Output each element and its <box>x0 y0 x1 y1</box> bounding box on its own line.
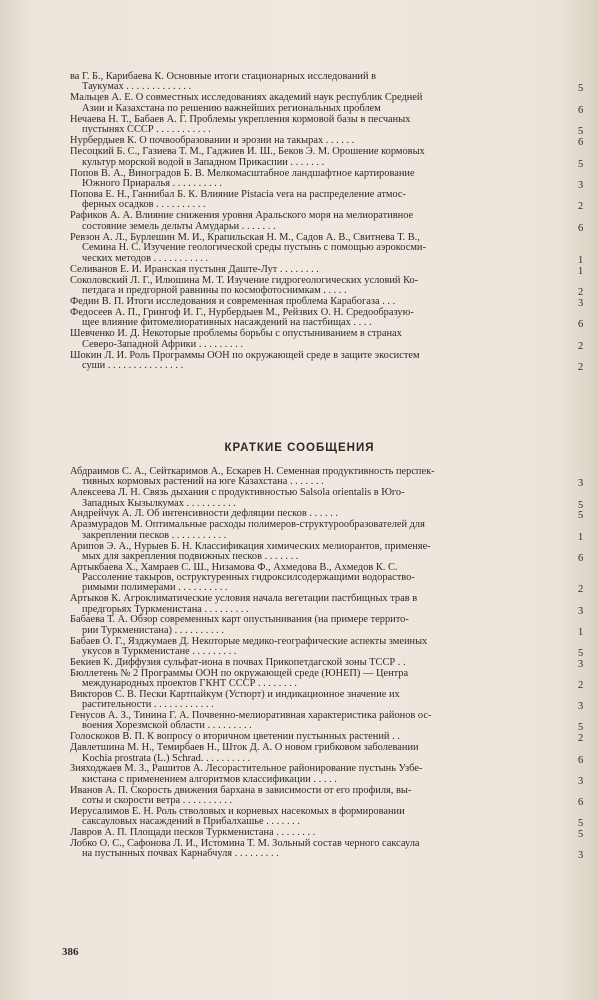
entry-line: саксауловых насаждений в Прибалхашье . . . . . . . <box>82 816 300 828</box>
index-entry <box>70 211 558 232</box>
index-entry <box>70 488 558 509</box>
index-entry <box>70 136 558 146</box>
entry-page-number: 6 <box>578 319 584 331</box>
index-entry <box>70 520 558 541</box>
entry-page-number: 1 <box>578 531 584 543</box>
entry-page-number: 3 <box>578 180 584 191</box>
entry-line: Абдраимов С. А., Сейткаримов А., Ескарев Н. Семенная продуктивность перспек- <box>70 466 435 477</box>
index-entry <box>70 690 558 711</box>
index-entry <box>70 190 558 211</box>
entry-line: Шевченко И. Д. Некоторые проблемы борьбы с опустыниванием в странах <box>70 328 402 340</box>
entry-page-number: 3 <box>578 478 584 490</box>
entry-line: Попова Е. Н., Ганнибал Б. К. Влияние Pistacia vera на распределение атмос- <box>70 189 406 200</box>
entry-line: Артыкбаева Х., Хамраев С. Ш., Низамова Ф., Ахмедова В., Ахмедов К. С. <box>70 561 398 573</box>
entry-line: тивных кормовых растений на юге Казахстана . . . . . . . <box>82 476 324 488</box>
index-entry <box>70 265 558 275</box>
entry-line: Рассоление такыров, оструктуренных гидроксилсодержащими водораство- <box>82 572 415 584</box>
entry-line: Нурбердыев К. О почвообразовании и эрозии на такырах . . . . . . <box>70 135 355 147</box>
entry-line: растительности . . . . . . . . . . . . <box>82 699 214 711</box>
index-entry <box>70 147 558 168</box>
index-entry <box>70 233 558 264</box>
entry-page-number: 5 <box>578 126 584 138</box>
index-entry <box>70 786 558 807</box>
index-entry <box>70 615 558 636</box>
entry-line: Алексеева Л. Н. Связь дыхания с продуктивностью Salsola orientalis в Юго- <box>70 487 405 499</box>
index-entry <box>70 351 558 372</box>
entry-line: Артыков К. Агроклиматические условия начала вегетации пастбищных трав в <box>70 593 418 605</box>
entry-line: на пустынных почвах Карнабчуля . . . . . . . . . <box>82 848 279 860</box>
entry-line: предгорьях Туркменистана . . . . . . . . . <box>82 603 249 615</box>
index-entry <box>70 276 558 297</box>
entry-line: римыми полимерами . . . . . . . . . . <box>82 582 228 594</box>
entry-line: Бабаева Т. А. Обзор современных карт опустынивания (на примере террито- <box>70 614 409 626</box>
entry-line: кистана с применением алгоритмов классификации . . . . . <box>82 773 337 785</box>
index-entry <box>70 658 558 668</box>
entry-page-number: 2 <box>578 584 584 596</box>
entry-page-number: 5 <box>578 818 584 830</box>
entry-page-number: 2 <box>578 680 584 691</box>
entry-page-number: 5 <box>578 829 584 840</box>
entry-line: Иванов А. П. Скорость движения бархана в зависимости от его профиля, вы- <box>70 784 412 796</box>
entry-line: петдага и предгорной равнины по космофотоснимкам . . . . . <box>82 284 347 296</box>
entry-line: Шокин Л. И. Роль Программы ООН по окружающей среде в защите экосистем <box>70 349 420 361</box>
entry-line: щее влияние фитомелиоративных насаждений на пастбищах . . . . <box>82 317 372 329</box>
index-entry <box>70 764 558 785</box>
entry-line: Лавров А. П. Площади песков Туркменистана . . . . . . . . <box>70 827 316 838</box>
entry-page-number: 5 <box>578 499 584 511</box>
entry-page-number: 6 <box>578 754 584 766</box>
entry-line: Kochia prostrata (L.) Schrad. . . . . . . . . . <box>82 752 251 764</box>
entry-line: Азии и Казахстана по решению важнейших региональных проблем <box>82 102 381 114</box>
entry-line: Давлетшина М. Н., Темирбаев Н., Шток Д. А. О новом грибковом заболевании <box>70 742 419 754</box>
entry-page-number: 5 <box>578 722 584 734</box>
entry-line: Нечаева Н. Т., Бабаев А. Г. Проблемы укрепления кормовой базы в песчаных <box>70 113 411 125</box>
index-entry <box>70 807 558 828</box>
index-entry <box>70 297 558 307</box>
index-entry <box>70 711 558 732</box>
index-entry <box>70 115 558 136</box>
index-entry <box>70 637 558 658</box>
index-entry <box>70 93 558 114</box>
entry-page-number: 1 <box>578 626 584 638</box>
entry-page-number: 2 <box>578 362 584 374</box>
entry-line: Рафиков А. А. Влияние снижения уровня Аральского моря на мелиоративное <box>70 210 414 222</box>
index-entry <box>70 743 558 764</box>
entry-page-number: 3 <box>578 658 584 670</box>
entry-line: Аразмурадов М. Оптимальные расходы полимеров-структурообразователей для <box>70 519 425 531</box>
entry-line: Бюллетень № 2 Программы ООН по окружающей среде (ЮНЕП) — Центра <box>70 667 409 679</box>
index-entry <box>70 732 558 742</box>
entry-line: Попов В. А., Виноградов Б. В. Мелкомасштабное ландшафтное картирование <box>70 167 415 179</box>
entry-page-number: 5 <box>578 510 584 522</box>
entry-line: суши . . . . . . . . . . . . . . . <box>82 360 184 372</box>
entry-line: Лобко О. С., Сафонова Л. И., Истомина Т. М. Зольный состав черного саксаула <box>70 837 420 849</box>
entry-page-number: 6 <box>578 222 584 234</box>
entry-page-number: 3 <box>578 701 584 713</box>
entry-line: рии Туркменистана) . . . . . . . . . . <box>82 624 224 636</box>
entry-line: Селиванов Е. И. Иранская пустыня Даште-Лут . . . . . . . . <box>70 263 319 275</box>
entry-page-number: 5 <box>578 158 584 170</box>
entry-line: культур морской водой в Западном Прикаспии . . . . . . . <box>82 156 325 168</box>
index-entry <box>70 467 558 488</box>
index-entry <box>70 669 558 690</box>
index-entry <box>70 509 558 519</box>
section-title: КРАТКИЕ СООБЩЕНИЯ <box>224 442 375 454</box>
entry-line: Федин В. П. Итоги исследования и современная проблема Карабогаза . . . <box>70 296 396 307</box>
entry-line: Северо-Западной Африки . . . . . . . . . <box>82 338 243 350</box>
index-entry <box>70 542 558 563</box>
entry-line: Южного Приаралья . . . . . . . . . . <box>82 177 222 189</box>
entry-page-number: 5 <box>578 647 584 659</box>
entry-line: Викторов С. В. Пески Картпайкум (Устюрт) и индикационное значение их <box>70 688 400 700</box>
entry-line: ва Г. Б., Карибаева К. Основные итоги стационарных исследований в <box>70 71 377 82</box>
entry-line: Мальцев А. Е. О совместных исследованиях академий наук республик Средней <box>70 92 423 104</box>
index-entry <box>70 169 558 190</box>
entry-line: мых для закрепления подвижных песков . . . . . . . <box>82 550 299 562</box>
index-entry <box>70 308 558 329</box>
entry-line: Соколовский Л. Г., Илюшина М. Т. Изучение гидрогеологических условий Ко- <box>70 274 419 286</box>
entry-page-number: 2 <box>578 733 584 745</box>
entry-page-number: 2 <box>578 287 584 298</box>
entry-page-number: 3 <box>578 298 584 309</box>
entry-line: ческих методов . . . . . . . . . . . <box>82 252 209 264</box>
entry-line: Семина Н. С. Изучение геологической среды пустынь с помощью аэрокосми- <box>82 242 426 254</box>
entry-line: Генусов А. З., Тинина Г. А. Почвенно-мелиоративная характеристика районов ос- <box>70 710 432 722</box>
entry-line: Голоскоков В. П. К вопросу о вторичном цветении пустынных растений . . <box>70 731 400 743</box>
entry-line: Арипов Э. А., Нурыев Б. Н. Классификация химических мелиорантов, применяе- <box>70 540 431 552</box>
entry-line: Андрейчук А. Л. Об интенсивности дефляции песков . . . . . . <box>70 508 338 520</box>
entry-line: Песоцкий Б. С., Газиева Т. М., Гаджиев И. Ш., Беков Э. М. Орошение кормовых <box>70 146 425 158</box>
entry-line: воения Хорезмской области . . . . . . . . . <box>82 720 252 732</box>
entry-page-number: 6 <box>578 137 584 149</box>
entry-page-number: 3 <box>578 605 584 617</box>
entry-line: ферных осадков . . . . . . . . . . <box>82 199 206 211</box>
entry-line: Зияходжаев М. З., Рашитов А. Лесорастительное районирование пустынь Узбе- <box>70 763 423 775</box>
index-entry <box>70 594 558 615</box>
entry-page-number: 2 <box>578 340 584 352</box>
entry-line: Западных Кызылкумах . . . . . . . . . . <box>82 497 236 509</box>
index-entry <box>70 828 558 838</box>
entry-line: Бекиев К. Диффузия сульфат-иона в почвах Прикопетдагской зоны ТССР . . <box>70 656 406 668</box>
entry-line: пустынях СССР . . . . . . . . . . . <box>82 124 211 136</box>
entry-page-number: 2 <box>578 201 584 213</box>
page-number: 386 <box>62 946 79 958</box>
entry-line: закрепления песков . . . . . . . . . . . <box>82 529 227 541</box>
entry-page-number: 1 <box>578 254 584 266</box>
entry-line: международных проектов ГКНТ СССР . . . . . . . . <box>82 678 297 690</box>
entry-page-number: 6 <box>578 796 584 808</box>
entry-line: Федосеев А. П., Грингоф И. Г., Нурбердыев М., Рейзвих О. Н. Средообразую- <box>70 307 414 318</box>
entry-line: Ревзон А. Л., Бурлешин М. И., Крапильская Н. М., Садов А. В., Свитнева Т. В., <box>70 231 420 243</box>
entry-page-number: 3 <box>578 775 584 787</box>
entry-line: Иерусалимов Е. Н. Роль стволовых и корневых насекомых в формировании <box>70 805 405 817</box>
entry-page-number: 5 <box>578 83 584 95</box>
entry-line: укусов в Туркменистане . . . . . . . . . <box>82 645 237 657</box>
entry-page-number: 3 <box>578 850 584 862</box>
index-entry <box>70 72 558 93</box>
entry-page-number: 6 <box>578 552 584 564</box>
entry-page-number: 6 <box>578 104 584 116</box>
entry-line: Бабаев О. Г., Язджумаев Д. Некоторые медико-географические аспекты змеиных <box>70 635 428 647</box>
index-entry <box>70 329 558 350</box>
index-entry <box>70 563 558 594</box>
entry-page-number: 1 <box>578 265 584 277</box>
entry-line: состояние земель дельты Амударьи . . . . . . . <box>82 220 276 232</box>
index-entry <box>70 839 558 860</box>
entry-line: Таукумах . . . . . . . . . . . . . <box>82 81 192 93</box>
entry-line: соты и скорости ветра . . . . . . . . . . <box>82 794 233 806</box>
